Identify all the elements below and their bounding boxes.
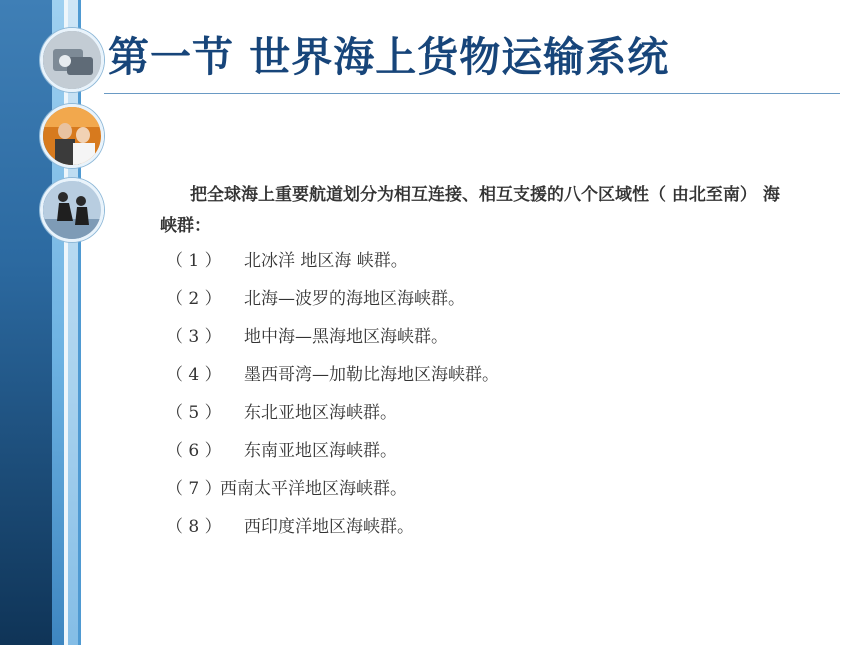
- list-item: [166, 242, 780, 280]
- list-item-text: 东北亚地区海峡群。: [244, 403, 397, 423]
- list-item: [166, 318, 780, 356]
- list-item-text: 东南亚地区海峡群。: [244, 441, 397, 461]
- decorative-sidebar: [0, 0, 82, 645]
- list-item: [166, 280, 780, 318]
- decorative-photo-circle-3: [40, 178, 104, 242]
- list-item: [166, 432, 780, 470]
- list-item-text: 地中海—黑海地区海峡群。: [244, 327, 448, 347]
- sidebar-dark-band: [0, 0, 52, 645]
- list-item: [166, 394, 780, 432]
- intro-paragraph: 把全球海上重要航道划分为相互连接、相互支援的八个区域性（ 由北至南） 海峡群：: [160, 185, 780, 236]
- decorative-photo-circle-1: [40, 28, 104, 92]
- list-item-number: （ 7 ）: [166, 479, 222, 499]
- list-item: [166, 508, 780, 546]
- sidebar-light-band: [52, 0, 64, 645]
- sidebar-thin-band: [68, 0, 78, 645]
- decorative-photo-circle-2: [40, 104, 104, 168]
- list-item-number: （ 6 ）: [166, 441, 222, 461]
- list-item: [166, 470, 780, 508]
- list-item-text: 西印度洋地区海峡群。: [244, 517, 414, 537]
- slide-content: [160, 180, 780, 546]
- list-item-text: 西南太平洋地区海峡群。: [220, 479, 407, 499]
- list-item-number: （ 5 ）: [166, 403, 222, 423]
- sidebar-stripe: [78, 0, 81, 645]
- list-item-number: （ 2 ）: [166, 289, 222, 309]
- page-title: 第一节 世界海上货物运输系统: [108, 33, 670, 81]
- list-item-number: （ 4 ）: [166, 365, 222, 385]
- list-item-text: 北海—波罗的海地区海峡群。: [244, 289, 465, 309]
- list-item-text: 北冰洋 地区海 峡群。: [244, 251, 408, 271]
- list-item-number: （ 3 ）: [166, 327, 222, 347]
- list-item-number: （ 1 ）: [166, 251, 222, 271]
- list-item: [166, 356, 780, 394]
- title-divider: [104, 93, 840, 94]
- list-item-text: 墨西哥湾—加勒比海地区海峡群。: [244, 365, 499, 385]
- list-item-number: （ 8 ）: [166, 517, 222, 537]
